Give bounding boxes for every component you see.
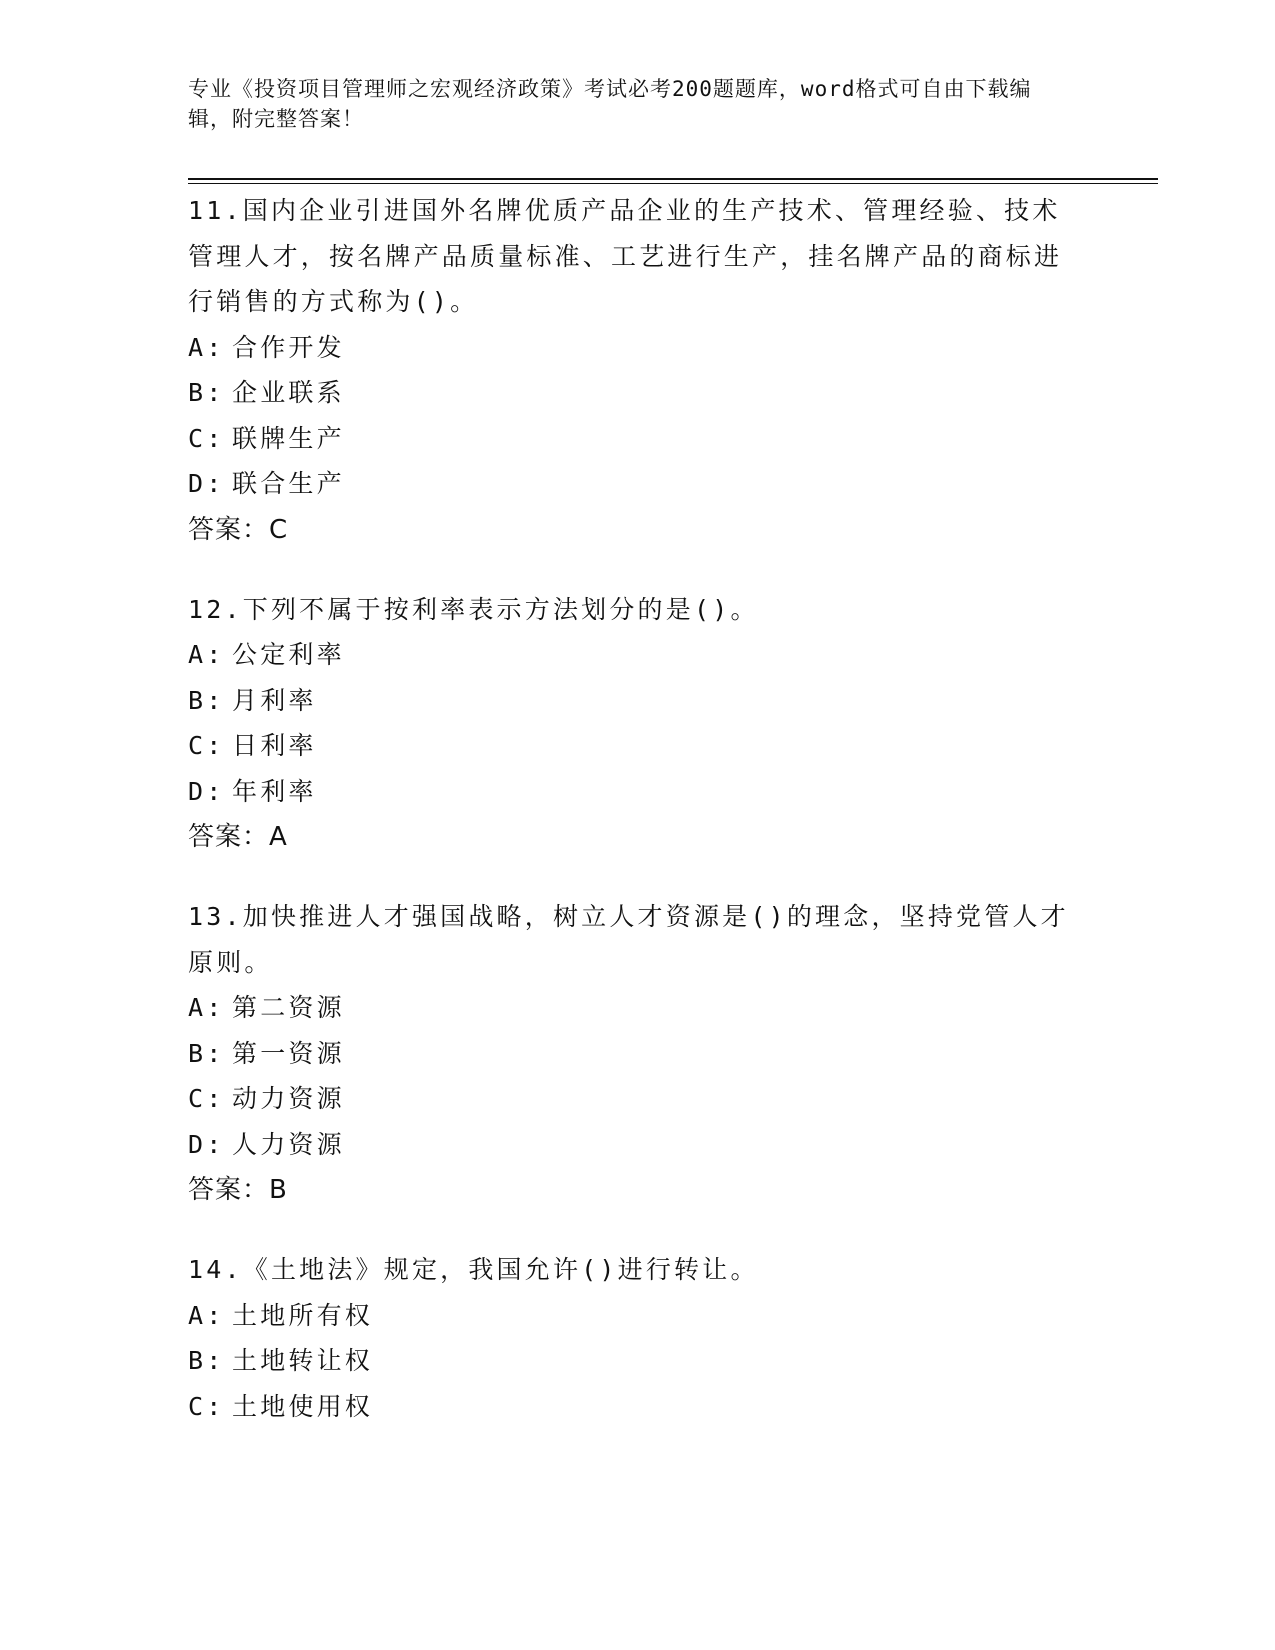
option-text: 企业联系 xyxy=(232,378,345,407)
option-text: 月利率 xyxy=(232,685,317,715)
option-text: 日利率 xyxy=(232,731,317,760)
answer-option xyxy=(188,985,1088,1031)
question-stem: 13.加快推进人才强国战略，树立人才资源是()的理念，坚持党管人才原则。 xyxy=(188,902,1069,977)
option-label: B: xyxy=(188,1038,225,1068)
document-header: 专业《投资项目管理师之宏观经济政策》考试必考200题题库，word格式可自由下载编辑，附完整答案！ xyxy=(188,77,1032,131)
option-text: 土地转让权 xyxy=(232,1346,374,1375)
answer-option xyxy=(188,416,1088,462)
header-divider-thin xyxy=(188,183,1158,184)
option-label: C: xyxy=(188,731,225,760)
answer-option xyxy=(188,1338,1088,1384)
answer-option xyxy=(188,632,1088,678)
option-text: 土地使用权 xyxy=(232,1391,374,1421)
answer-option xyxy=(188,325,1088,371)
answer-option xyxy=(188,678,1088,724)
option-text: 第二资源 xyxy=(232,993,345,1022)
answer-option xyxy=(188,370,1088,416)
option-text: 合作开发 xyxy=(232,332,345,362)
option-label: B: xyxy=(188,378,225,407)
question-block xyxy=(188,587,1088,861)
question-stem: 12.下列不属于按利率表示方法划分的是()。 xyxy=(188,594,759,624)
question-block xyxy=(188,894,1088,1213)
option-label: B: xyxy=(188,1346,225,1375)
option-label: D: xyxy=(188,469,225,498)
option-text: 第一资源 xyxy=(232,1038,345,1068)
answer-key: 答案：B xyxy=(188,1175,288,1205)
option-label: C: xyxy=(188,1391,225,1421)
option-label: C: xyxy=(188,1084,225,1113)
answer-option xyxy=(188,1384,1088,1430)
option-text: 人力资源 xyxy=(232,1129,345,1159)
answer-option xyxy=(188,1076,1088,1122)
answer-option xyxy=(188,1031,1088,1077)
option-text: 联牌生产 xyxy=(232,423,345,453)
answer-key: 答案：C xyxy=(188,514,289,545)
question-stem: 11.国内企业引进国外名牌优质产品企业的生产技术、管理经验、技术管理人才，按名牌产品质量标准、工艺进行生产，挂名牌产品的商标进行销售的方式称为()。 xyxy=(188,196,1063,316)
header-divider-thick xyxy=(188,178,1158,180)
answer-option xyxy=(188,1293,1088,1339)
question-list xyxy=(188,188,1088,1463)
option-text: 土地所有权 xyxy=(232,1300,374,1330)
answer-option xyxy=(188,461,1088,507)
option-text: 公定利率 xyxy=(232,640,345,669)
question-block xyxy=(188,188,1088,553)
answer-key: 答案：A xyxy=(188,822,288,852)
option-text: 动力资源 xyxy=(232,1084,345,1113)
question-stem: 14.《土地法》规定，我国允许()进行转让。 xyxy=(188,1255,759,1284)
option-text: 年利率 xyxy=(232,776,317,806)
option-label: B: xyxy=(188,685,225,715)
option-label: A: xyxy=(188,993,225,1022)
option-label: A: xyxy=(188,332,225,362)
option-label: A: xyxy=(188,640,225,669)
answer-option xyxy=(188,723,1088,769)
option-label: C: xyxy=(188,423,225,453)
option-label: D: xyxy=(188,776,225,806)
answer-option xyxy=(188,1122,1088,1168)
option-text: 联合生产 xyxy=(232,469,345,498)
answer-option xyxy=(188,769,1088,815)
question-block xyxy=(188,1247,1088,1429)
option-label: A: xyxy=(188,1300,225,1330)
option-label: D: xyxy=(188,1129,225,1159)
